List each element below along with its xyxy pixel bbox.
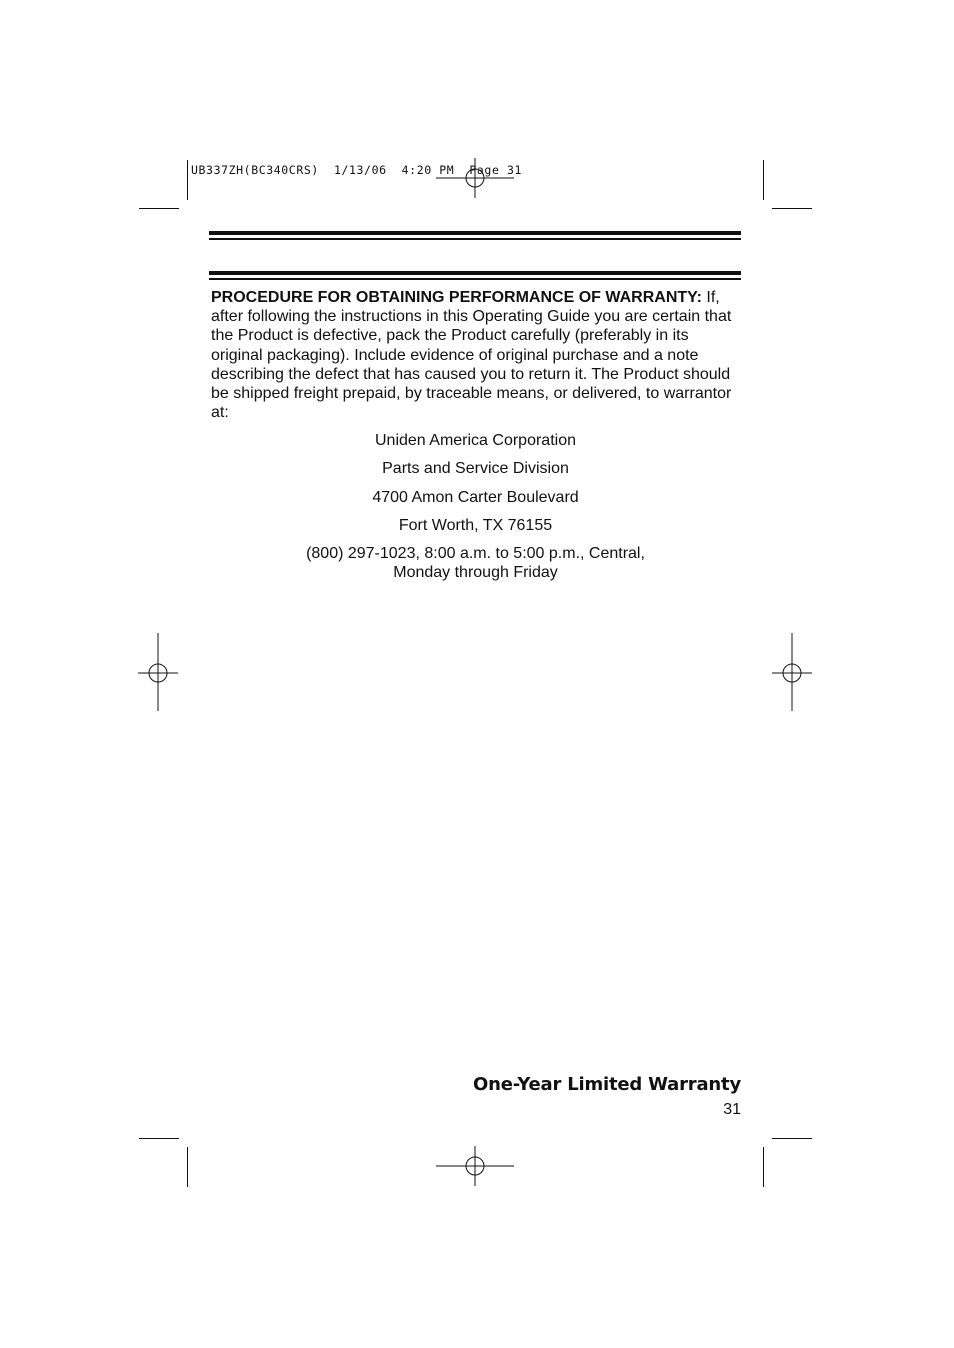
header-rule-2 — [209, 238, 741, 240]
section-title: One-Year Limited Warranty — [473, 1074, 741, 1095]
header-rule-3 — [209, 271, 741, 275]
crop-mark-top-left-vertical — [187, 160, 188, 200]
procedure-line-3: the Product is defective, pack the Product carefully (preferably in its — [211, 327, 689, 345]
address-days: Monday through Friday — [393, 564, 558, 581]
procedure-heading: PROCEDURE FOR OBTAINING PERFORMANCE OF WARRANTY: — [211, 289, 702, 306]
print-slug: UB337ZH(BC340CRS) 1/13/06 4:20 PM Page 31 — [191, 163, 523, 177]
procedure-line-1: If, — [701, 289, 720, 306]
header-rule-1 — [209, 231, 741, 235]
page-number: 31 — [723, 1101, 741, 1118]
procedure-line-5: describing the defect that has caused you to return it. The Product should — [211, 365, 731, 383]
address-city: Fort Worth, TX 76155 — [398, 517, 553, 534]
address-company: Uniden America Corporation — [375, 432, 576, 449]
address-street: 4700 Amon Carter Boulevard — [372, 489, 579, 506]
crop-mark-bottom-right-vertical — [763, 1147, 764, 1187]
crop-mark-top-right-horizontal — [772, 208, 812, 209]
crop-mark-bottom-left-horizontal — [139, 1138, 179, 1139]
crop-mark-top-left-horizontal — [139, 208, 179, 209]
header-rule-4 — [209, 278, 741, 280]
registration-mark-top-icon — [436, 158, 516, 198]
procedure-line-6: be shipped freight prepaid, by traceable means, or delivered, to warrantor — [211, 385, 732, 403]
address-phone-hours: (800) 297-1023, 8:00 a.m. to 5:00 p.m., Central, — [306, 545, 645, 562]
procedure-paragraph — [211, 288, 746, 422]
address-division: Parts and Service Division — [382, 460, 569, 477]
crop-mark-top-right-vertical — [763, 160, 764, 200]
procedure-line-2: after following the instructions in this Operating Guide you are certain that — [211, 308, 732, 326]
registration-mark-right-icon — [772, 633, 812, 713]
procedure-line-4: original packaging). Include evidence of original purchase and a note — [211, 346, 699, 364]
crop-mark-bottom-left-vertical — [187, 1147, 188, 1187]
procedure-line-7: at: — [211, 404, 229, 422]
registration-mark-left-icon — [138, 633, 178, 713]
crop-mark-bottom-right-horizontal — [772, 1138, 812, 1139]
registration-mark-bottom-icon — [436, 1146, 516, 1186]
